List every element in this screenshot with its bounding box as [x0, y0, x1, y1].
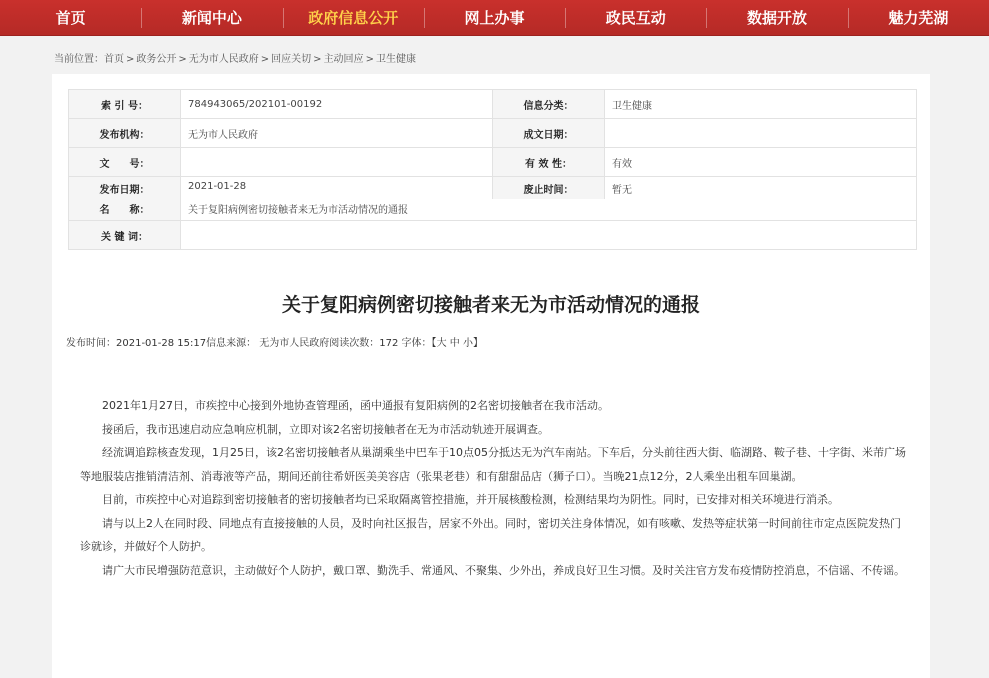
expire-value: 暂无: [605, 177, 917, 199]
index-value: 784943065/202101-00192: [181, 90, 493, 119]
breadcrumb-response[interactable]: 回应关切: [271, 54, 312, 65]
paragraph: 目前，市疾控中心对追踪到密切接触者的密切接触者均已采取隔离管控措施，并开展核酸检测，检测结果均为阴性。同时，已安排对相关环境进行消杀。: [102, 493, 839, 506]
nav-online-service[interactable]: 网上办事: [424, 0, 565, 36]
breadcrumb-active-response[interactable]: 主动回应: [323, 54, 364, 65]
article-meta: [66, 334, 483, 349]
created-date-label: 成文日期：: [493, 119, 605, 148]
category-value: 卫生健康: [605, 90, 917, 119]
expire-label: 废止时间：: [493, 177, 605, 199]
nav-wuhu[interactable]: 魅力芜湖: [848, 0, 989, 36]
pub-date-value: 2021-01-28: [181, 177, 493, 199]
breadcrumb-home[interactable]: 首页: [104, 54, 124, 65]
doc-number-value: [181, 148, 493, 177]
font-size-large-button[interactable]: 大: [436, 338, 447, 349]
keywords-label: 关 键 词：: [69, 221, 181, 250]
breadcrumb: 当前位置：首页 > 政务公开 > 无为市人民政府 > 回应关切 > 主动回应 > 卫生健康: [54, 54, 416, 65]
paragraph: 2021年1月27日，市疾控中心接到外地协查管理函，函中通报有复阳病例的2名密切接触者在我市活动。: [102, 399, 609, 412]
paragraph: 经流调追踪核查发现，1月25日，该2名密切接触者从巢湖乘坐中巴车于10点05分抵达无为汽车南站。下车后，分头前往西大街、临湖路、鞍子巷、十字街、米芾广场等地服装店推销清洁剂、消毒液等产品，期间还前往希妍医美美容店（张果老巷）和有甜甜品店（狮子口）。当晚21点12分，2人乘坐出租车回巢湖。: [80, 446, 906, 483]
breadcrumb-prefix: 当前位置：: [54, 54, 104, 65]
font-size-medium-button[interactable]: 中: [449, 338, 460, 349]
article-title: 关于复阳病例密切接触者来无为市活动情况的通报: [281, 294, 700, 316]
nav-interaction[interactable]: 政民互动: [565, 0, 706, 36]
index-label: 索 引 号：: [69, 90, 181, 119]
paragraph: 请广大市民增强防范意识，主动做好个人防护，戴口罩、勤洗手、常通风、不聚集、少外出，养成良好卫生习惯。及时关注官方发布疫情防控消息，不信谣、不传谣。: [102, 563, 905, 577]
paragraph: 接函后，我市迅速启动应急响应机制，立即对该2名密切接触者在无为市活动轨迹开展调查。: [102, 422, 549, 436]
paragraph: 请与以上2人在同时段、同地点有直接接触的人员，及时向社区报告，居家不外出。同时，密切关注身体情况，如有咳嗽、发热等症状第一时间前往市定点医院发热门诊就诊，并做好个人防护。: [80, 516, 901, 553]
nav-gov-info[interactable]: 政府信息公开: [283, 0, 424, 36]
doc-name-value: 关于复阳病例密切接触者来无为市活动情况的通报: [181, 199, 917, 221]
nav-home[interactable]: 首页: [55, 8, 86, 27]
nav-news[interactable]: 新闻中心: [141, 0, 282, 36]
content-panel: [52, 74, 930, 678]
font-size-small-button[interactable]: 小: [462, 338, 473, 349]
validity-value: 有效: [605, 148, 917, 177]
publisher-label: 发布机构：: [69, 119, 181, 148]
validity-label: 有 效 性：: [493, 148, 605, 177]
breadcrumb-gov-affairs[interactable]: 政务公开: [136, 54, 177, 65]
top-navigation: [0, 0, 989, 36]
doc-name-label: 名 称：: [69, 199, 181, 221]
pub-date-label: 发布日期：: [69, 177, 181, 199]
category-label: 信息分类：: [493, 90, 605, 119]
info-table: [68, 89, 917, 250]
nav-open-data[interactable]: 数据开放: [706, 0, 847, 36]
meta-bracket-close: 】: [472, 338, 483, 349]
breadcrumb-gov[interactable]: 无为市人民政府: [188, 54, 259, 65]
doc-number-label: 文 号：: [69, 148, 181, 177]
keywords-value: [181, 221, 917, 250]
meta-text: 发布时间：2021-01-28 15:17信息来源： 无为市人民政府阅读次数：172 字体：【: [66, 338, 437, 349]
breadcrumb-health[interactable]: 卫生健康: [375, 54, 416, 65]
created-date-value: [605, 119, 917, 148]
article-body: [80, 394, 910, 582]
publisher-value: 无为市人民政府: [181, 119, 493, 148]
